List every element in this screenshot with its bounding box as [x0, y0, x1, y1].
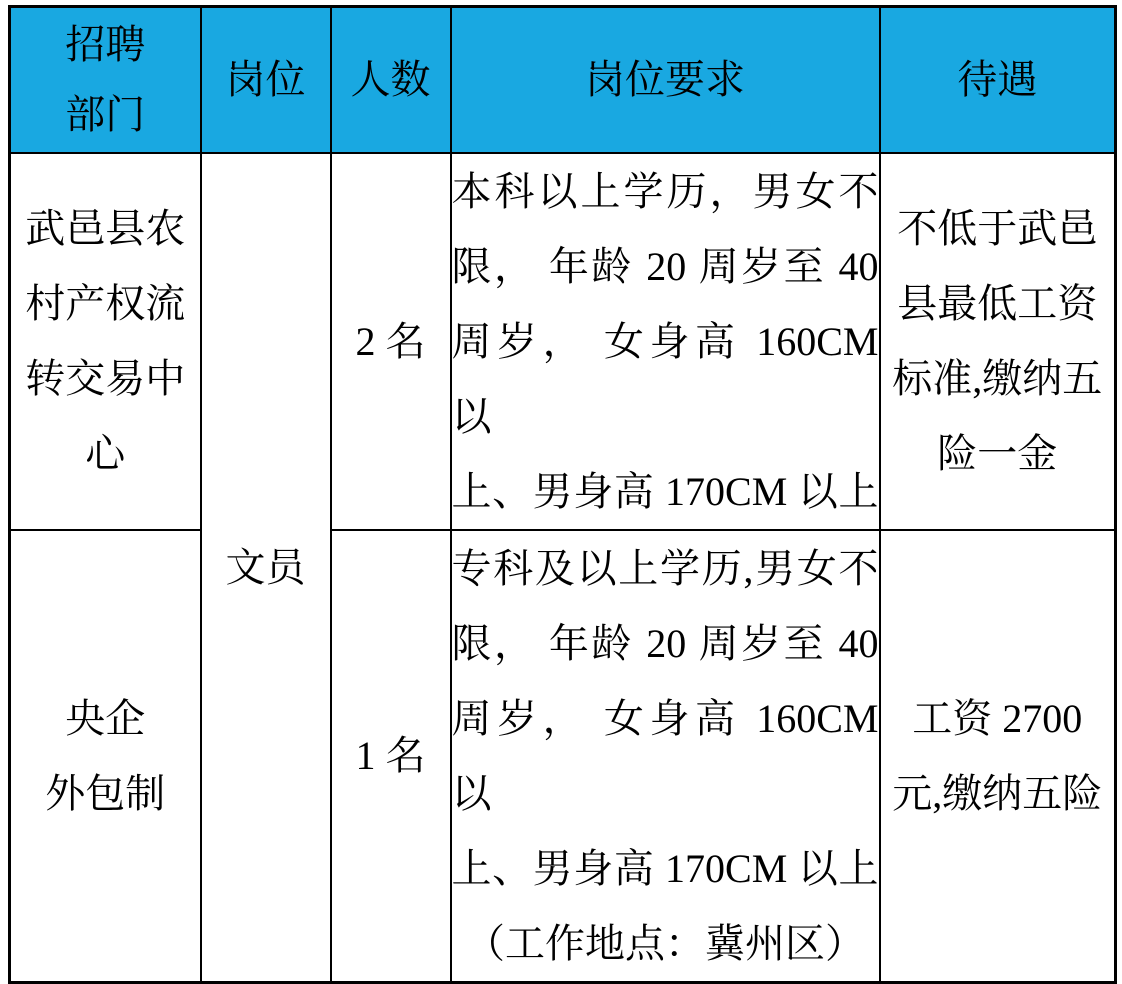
header-row [10, 7, 1116, 153]
text-line: 外包制 [45, 770, 166, 816]
recruitment-table [8, 5, 1117, 984]
header-department-line: 部门 [65, 91, 146, 137]
header-department-line: 招聘 [65, 21, 146, 67]
cell-position-merged: 文员 [201, 153, 331, 983]
header-headcount: 人数 [331, 7, 451, 153]
header-compensation: 待遇 [880, 7, 1116, 153]
text-line: 周岁， 女身高 160CM 以 [451, 318, 879, 439]
text-line: 专科及以上学历,男女不 [451, 545, 879, 591]
text-line: 武邑县农 [25, 206, 186, 251]
header-requirements: 岗位要求 [451, 7, 880, 153]
cell-compensation [880, 530, 1116, 983]
table-row [10, 530, 1116, 983]
text-line: 上、男身高 170CM 以上 [451, 845, 879, 891]
text-line: 心 [85, 431, 126, 476]
text-line: 村产权流 [25, 281, 186, 326]
text-line: （工作地点：冀州区） [465, 920, 865, 966]
header-position: 岗位 [201, 7, 331, 153]
text-line: 不低于武邑 [897, 206, 1098, 251]
text-line: 限， 年龄 20 周岁至 40 [451, 243, 879, 289]
text-line: 上、男身高 170CM 以上 [451, 468, 879, 514]
text-line: 本科以上学历，男女不 [451, 168, 879, 214]
cell-requirements [451, 530, 880, 983]
cell-requirements [451, 153, 880, 530]
cell-department [10, 153, 201, 530]
text-line: 周岁， 女身高 160CM 以 [451, 695, 879, 816]
text-line: 标准,缴纳五 [892, 356, 1103, 401]
text-line: 央企 [65, 695, 146, 741]
text-line: 转交易中 [25, 356, 186, 401]
cell-compensation [880, 153, 1116, 530]
cell-headcount: 1 名 [331, 530, 451, 983]
text-line: 工资 2700 [912, 695, 1083, 741]
text-line: 限， 年龄 20 周岁至 40 [451, 620, 879, 666]
header-department [10, 7, 201, 153]
text-line: 险一金 [937, 431, 1058, 476]
table-row [10, 153, 1116, 530]
text-line: 县最低工资 [897, 281, 1098, 326]
cell-headcount: 2 名 [331, 153, 451, 530]
cell-department [10, 530, 201, 983]
text-line: 元,缴纳五险 [892, 770, 1103, 816]
